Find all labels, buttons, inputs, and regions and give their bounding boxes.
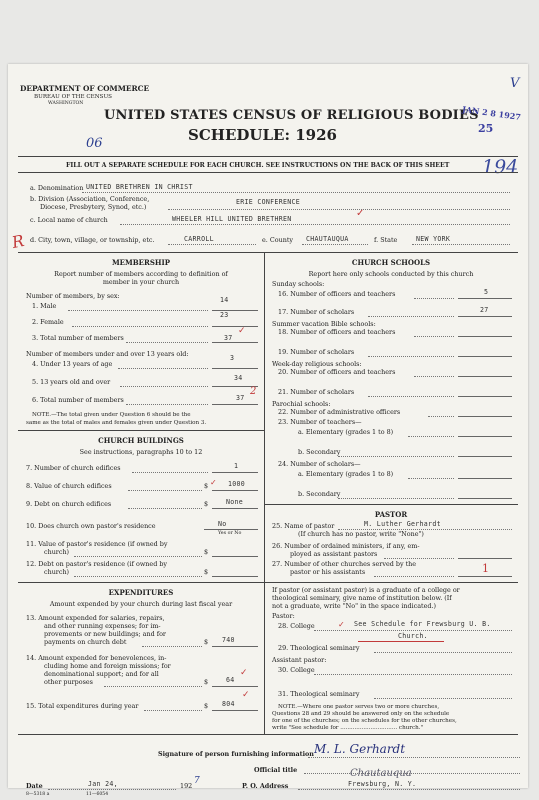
q10-value: No [218, 520, 227, 528]
q11-label-2: church) [44, 548, 70, 556]
denomination-value: UNITED BRETHREN IN CHRIST [86, 183, 193, 191]
q25-value: M. Luther Gerhardt [364, 520, 441, 528]
division-label: b. Division (Association, Conference, [30, 195, 150, 203]
red-underline [358, 641, 444, 642]
q15-value: 804 [222, 700, 235, 708]
census-form-sheet [8, 64, 528, 797]
red-correction-mark: ✓ [210, 478, 217, 487]
q13-label-2: and other running expenses; for im- [44, 622, 161, 630]
members-by-sex-label: Number of members, by sex: [26, 292, 120, 300]
q7-label: 7. Number of church edifices [26, 464, 121, 472]
q18-label: 18. Number of officers and teachers [278, 328, 396, 336]
q17-label: 17. Number of scholars [278, 308, 355, 316]
q1-male-label: 1. Male [32, 302, 57, 310]
pastor-heading: PASTOR [374, 510, 408, 519]
q24b-label: b. Secondary [298, 490, 341, 498]
q23b-label: b. Secondary [298, 448, 341, 456]
q2-female-value: 23 [220, 311, 229, 319]
q2-female-label: 2. Female [32, 318, 64, 326]
form-number-2: 11—6054 [86, 792, 109, 797]
expenditures-heading: EXPENDITURES [108, 588, 174, 597]
red-check-icon: ✓ [240, 668, 248, 678]
q6-total-value: 37 [236, 394, 245, 402]
q12-label: 12. Debt on pastor's residence (if owned by [26, 560, 168, 568]
grid-bottom-rule [18, 734, 518, 735]
q12-label-2: church) [44, 568, 70, 576]
q6-total-label: 6. Total number of members [32, 396, 124, 404]
division-label-2: Diocese, Presbytery, Synod, etc.) [40, 203, 147, 211]
yes-no-caption: Yes or No [218, 531, 242, 536]
column-divider [264, 252, 265, 734]
schools-sub: Report here only schools conducted by this church [308, 270, 474, 278]
red-check-icon: ✓ [238, 326, 246, 336]
q23-label: 23. Number of teachers— [278, 418, 362, 426]
red-margin-mark: R [10, 230, 26, 253]
handwritten-194: 194 [482, 156, 519, 178]
po-address-label: P. O. Address [242, 782, 289, 790]
buildings-sub: See instructions, paragraphs 10 to 12 [79, 448, 203, 456]
membership-sub-2: member in your church [102, 278, 180, 286]
q24a-label: a. Elementary (grades 1 to 8) [298, 470, 394, 478]
q9-dollar: $ [204, 500, 209, 508]
q8-dollar: $ [204, 482, 209, 490]
instruction-line: FILL OUT A SEPARATE SCHEDULE FOR EACH CHURCH. SEE INSTRUCTIONS ON THE BACK OF THIS SHEET [66, 162, 450, 169]
q30-label: 30. College [278, 666, 315, 674]
membership-sub-1: Report number of members according to definition of [54, 270, 228, 278]
q29-label: 29. Theological seminary [278, 644, 360, 652]
q16-value: 5 [484, 288, 489, 296]
members-by-age-label: Number of members under and over 13 years old: [26, 350, 189, 358]
handwritten-06: 06 [86, 136, 103, 151]
official-title-label: Official title [254, 766, 298, 774]
membership-note-1: NOTE.—The total given under Question 6 should be the [32, 412, 191, 418]
q3-total-label: 3. Total number of members [32, 334, 124, 342]
q21-label: 21. Number of scholars [278, 388, 355, 396]
q14-label-4: other purposes [44, 678, 93, 686]
q25-note: (If church has no pastor, write "None") [298, 530, 424, 538]
parochial-schools-label: Parochial schools: [272, 400, 331, 408]
q5-13-and-over-value: 34 [234, 374, 243, 382]
q27-label: 27. Number of other churches served by the [272, 560, 417, 568]
check-mark-icon: V [510, 76, 520, 91]
q25-label: 25. Name of pastor [272, 522, 335, 530]
weekday-schools-label: Week-day religious schools: [272, 360, 362, 368]
q13-label-4: payments on church debt [44, 638, 127, 646]
q26-label-2: ployed as assistant pastors [290, 550, 378, 558]
city-town-label: d. City, town, village, or township, etc. [30, 236, 155, 244]
city-label: WASHINGTON [48, 101, 84, 106]
q13-label-3: provements or new buildings; and for [44, 630, 166, 638]
summer-schools-label: Summer vacation Bible schools: [272, 320, 376, 328]
q14-label: 14. Amount expended for benevolences, in- [26, 654, 167, 662]
header-rule-top [18, 156, 518, 157]
q14-dollar: $ [204, 678, 209, 686]
q7-value: 1 [234, 462, 239, 470]
buildings-heading: CHURCH BUILDINGS [98, 436, 184, 445]
q13-value: 740 [222, 636, 235, 644]
q11-dollar: $ [204, 548, 209, 556]
membership-heading: MEMBERSHIP [111, 258, 171, 267]
q3-total-value: 37 [224, 334, 233, 342]
q13-label: 13. Amount expended for salaries, repairs, [26, 614, 165, 622]
department-label: DEPARTMENT OF COMMERCE [20, 84, 150, 93]
q1-male-value: 14 [220, 296, 229, 304]
denomination-label: a. Denomination [30, 184, 84, 192]
q14-label-2: cluding home and foreign missions; for [44, 662, 171, 670]
q8-label: 8. Value of church edifices [26, 482, 112, 490]
q9-label: 9. Debt on church edifices [26, 500, 112, 508]
q14-value: 64 [226, 676, 235, 684]
received-date-stamp: JAN 2 8 1927 [461, 103, 522, 123]
red-check-icon: ✓ [356, 208, 365, 219]
form-title: UNITED STATES CENSUS OF RELIGIOUS BODIES [104, 108, 479, 123]
q31-label: 31. Theological seminary [278, 690, 360, 698]
header-rule-bottom [18, 172, 518, 173]
schedule-title: SCHEDULE: 1926 [188, 126, 337, 144]
q23a-label: a. Elementary (grades 1 to 8) [298, 428, 394, 436]
state-value: NEW YORK [416, 235, 451, 243]
stamp-number: 25 [478, 122, 494, 135]
q19-label: 19. Number of scholars [278, 348, 355, 356]
year-handwritten: 7 [194, 776, 200, 786]
date-value: Jan 24, [88, 780, 118, 788]
bureau-label: BUREAU OF THE CENSUS [34, 94, 113, 100]
q28-label: 28. College [278, 622, 315, 630]
membership-note-2: same as the total of males and females given under Question 3. [26, 420, 207, 426]
grid-top-rule [18, 252, 518, 253]
expenditures-sub: Amount expended by your church during last fiscal year [49, 600, 233, 608]
sunday-schools-label: Sunday schools: [272, 280, 325, 288]
graduate-instruction-3: not a graduate, write "No" in the space indicated.) [272, 602, 437, 610]
q5-13-and-over-label: 5. 13 years old and over [32, 378, 111, 386]
q16-label: 16. Number of officers and teachers [278, 290, 396, 298]
po-address-value: Frewsburg, N. Y. [348, 780, 417, 788]
signature-value: M. L. Gerhardt [314, 742, 406, 756]
form-number-1: 8—5318 a [26, 792, 50, 797]
signature-label: Signature of person furnishing information [158, 750, 314, 758]
state-label: f. State [374, 236, 398, 244]
pastor-note-1: NOTE.—Where one pastor serves two or more churches, [278, 704, 440, 710]
pastor-subheading: Pastor: [272, 612, 295, 620]
division-value: ERIE CONFERENCE [236, 198, 301, 206]
q20-label: 20. Number of officers and teachers [278, 368, 396, 376]
q8-value: 1000 [228, 480, 246, 488]
graduate-instruction-2: theological seminary, give name of institution below. (If [272, 594, 452, 602]
q14-label-3: denominational support; and for all [44, 670, 159, 678]
q26-label: 26. Number of ordained ministers, if any, em- [272, 542, 420, 550]
q27-label-2: pastor or his assistants [290, 568, 366, 576]
pastor-note-3: for one of the churches; on the schedules for the other churches, [272, 718, 457, 724]
q4-under-13-value: 3 [230, 354, 235, 362]
q22-label: 22. Number of administrative officers [278, 408, 401, 416]
q28-value-line-1: See Schedule for Frewsburg U. B. [354, 620, 491, 628]
pastor-note-2: Questions 28 and 29 should be answered only on the schedule [272, 711, 450, 717]
q28-value-line-2: Church. [398, 632, 428, 640]
q9-value: None [226, 498, 244, 506]
local-name-value: WHEELER HILL UNITED BRETHREN [172, 215, 292, 223]
q17-value: 27 [480, 306, 489, 314]
pastor-note-4: write "See schedule for ................................ church." [272, 725, 424, 731]
schools-heading: CHURCH SCHOOLS [351, 258, 431, 267]
county-label: e. County [262, 236, 293, 244]
q15-label: 15. Total expenditures during year [26, 702, 139, 710]
q13-dollar: $ [204, 638, 209, 646]
red-underline-mark: ✓ [338, 620, 345, 629]
q24-label: 24. Number of scholars— [278, 460, 361, 468]
q10-label: 10. Does church own pastor's residence [26, 522, 156, 530]
q12-dollar: $ [204, 568, 209, 576]
county-value: CHAUTAUQUA [306, 235, 349, 243]
q27-value: 1 [482, 562, 489, 575]
q4-under-13-label: 4. Under 13 years of age [32, 360, 113, 368]
local-name-label: c. Local name of church [30, 216, 108, 224]
graduate-instruction-1: If pastor (or assistant pastor) is a graduate of a college or [272, 586, 460, 594]
handwritten-county-note: Chautauqua [350, 768, 412, 779]
q11-label: 11. Value of pastor's residence (if owned by [26, 540, 168, 548]
city-town-value: CARROLL [184, 235, 214, 243]
year-prefix: 192 [180, 782, 193, 790]
red-check-icon: ✓ [242, 690, 250, 700]
assistant-pastor-subheading: Assistant pastor: [272, 656, 327, 664]
red-mark-icon: 2 [250, 386, 257, 397]
q15-dollar: $ [204, 702, 209, 710]
date-label: Date [26, 782, 43, 790]
